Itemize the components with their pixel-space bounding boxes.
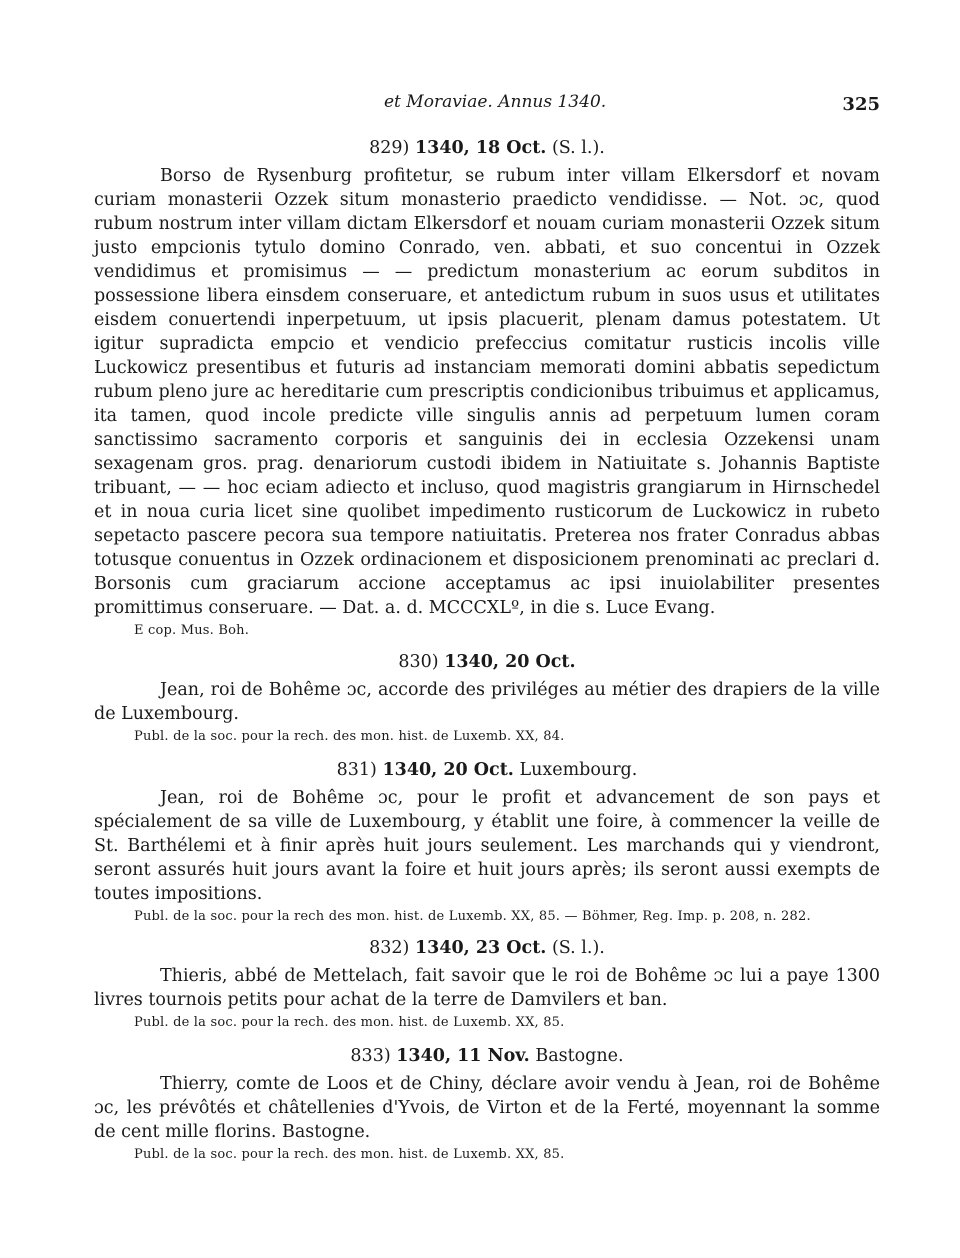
entry-date: 1340, 20 Oct. xyxy=(382,760,514,780)
entry-place: (S. l.). xyxy=(551,138,605,158)
entry-number: 829) xyxy=(369,138,410,158)
entry-source: Publ. de la soc. pour la rech. des mon. hist. de Luxemb. XX, 85. xyxy=(134,1147,565,1162)
entry-832 xyxy=(94,936,880,1032)
entry-source: Publ. de la soc. pour la rech. des mon. hist. de Luxemb. XX, 84. xyxy=(134,729,565,744)
entry-place: (S. l.). xyxy=(551,938,605,958)
entry-number: 831) xyxy=(336,760,377,780)
entry-source: Publ. de la soc. pour la rech. des mon. hist. de Luxemb. XX, 85. xyxy=(134,1015,565,1030)
entry-text: Borso de Rysenburg profitetur, se rubum inter villam Elkersdorf et novam curiam monasterii Ozzek situm monasterio praedicto vendidisse. — Not. ɔc, quod rubum nostrum inter villam dictam Elkersdorf et nouam curiam monasterii Ozzek situm justo empcionis tytulo domino Conrado, ven. abbati, et suo concentui in Ozzek vendidimus et promisimus — — predictum monasterium ac eorum subditos in possessione libera einsdem conseruare, et antedictum rubum in suos usus et utilitates eisdem conuertendi inperpetuum, ut ipsis placuerit, plenam damus potestatem. Ut igitur supradicta empcio et vendicio prefeccius comitatur rusticis incolis ville Luckowicz presentibus et futuris ad instanciam memorati domini abbatis sepedictum rubum pleno jure ac hereditarie cum prescriptis condicionibus tribuimus et applicamus, ita tamen, quod incole predicte ville singulis annis ad perpetuum lumen coram sanctissimo sacramento corporis et sanguinis dei in ecclesia Ozzekensi unam sexagenam gros. prag. denariorum custodi ibidem in Natiuitate s. Johannis Baptiste tribuant, — — hoc eciam adiecto et incluso, quod magistris grangiarum in Hirnschedel et in noua curia licet sine quolibet impedimento rusticorum de Luckowicz in rubeto sepetacto pascere pecora sua tempore natiuitatis. Preterea nos frater Conradus abbas totusque conuentus in Ozzek ordinacionem et disposicionem prenominati ac preclari d. Borsonis cum graciarum accione acceptamus ac ipsi inuiolabiliter presentes promittimus conseruare. — Dat. a. d. MCCCXLº, in die s. Luce Evang. xyxy=(94,166,880,618)
entry-date: 1340, 23 Oct. xyxy=(414,938,547,958)
entry-number: 830) xyxy=(398,652,439,672)
page-number: 325 xyxy=(842,94,880,115)
entry-date: 1340, 18 Oct. xyxy=(414,138,547,158)
entry-heading xyxy=(94,650,880,674)
entry-source: Publ. de la soc. pour la rech des mon. hist. de Luxemb. XX, 85. — Böhmer, Reg. Imp. p. 208, n. 282. xyxy=(134,909,811,924)
entry-place: Luxembourg. xyxy=(519,760,638,780)
entry-text: Jean, roi de Bohême ɔc, pour le profit et advancement de son pays et spécialement de sa ville de Luxembourg, y établit une foire, à commencer la veille de St. Barthélemi et à finir après huit jours seulement. Les marchands qui y viendront, seront assurés huit jours avant la foire et huit jours après; ils seront aussi exempts de toutes impositions. xyxy=(94,788,880,904)
entry-829 xyxy=(94,136,880,640)
running-head xyxy=(94,88,880,124)
entry-date: 1340, 20 Oct. xyxy=(444,652,576,672)
entry-830 xyxy=(94,650,880,746)
entry-831 xyxy=(94,758,880,926)
entry-text: Thierry, comte de Loos et de Chiny, déclare avoir vendu à Jean, roi de Bohême ɔc, les prévôtés et châtellenies d'Yvois, de Virton et de la Ferté, moyennant la somme de cent mille florins. Bastogne. xyxy=(94,1074,880,1142)
entry-text: Thieris, abbé de Mettelach, fait savoir que le roi de Bohême ɔc lui a paye 1300 livres tournois petits pour achat de la terre de Damvilers et ban. xyxy=(94,966,880,1010)
entry-heading xyxy=(94,936,880,960)
running-title: et Moraviae. Annus 1340. xyxy=(384,92,607,112)
entry-heading xyxy=(94,758,880,782)
entry-heading xyxy=(94,136,880,160)
entry-source: E cop. Mus. Boh. xyxy=(134,623,250,638)
entry-date: 1340, 11 Nov. xyxy=(396,1046,530,1066)
entry-833 xyxy=(94,1044,880,1164)
entry-number: 833) xyxy=(350,1046,391,1066)
entry-place: Bastogne. xyxy=(535,1046,624,1066)
entry-number: 832) xyxy=(369,938,410,958)
entry-heading xyxy=(94,1044,880,1068)
entry-text: Jean, roi de Bohême ɔc, accorde des priviléges au métier des drapiers de la ville de Luxembourg. xyxy=(94,680,880,724)
page xyxy=(94,88,880,1164)
